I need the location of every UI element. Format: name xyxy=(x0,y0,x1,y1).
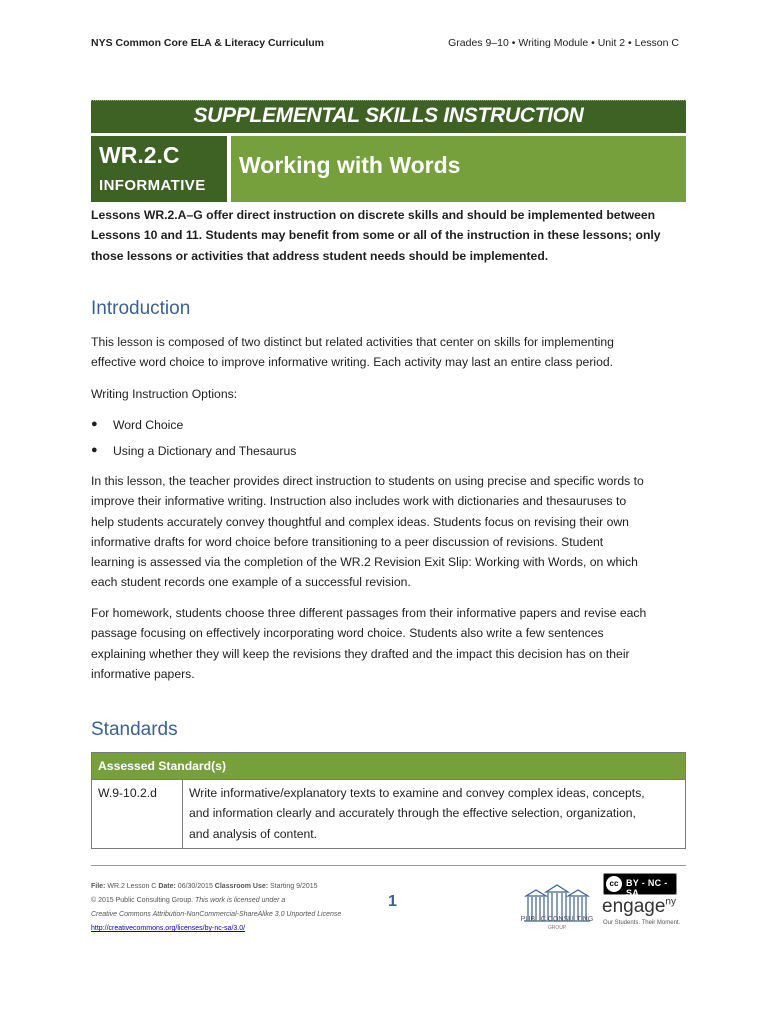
pcg-logo-icon xyxy=(518,873,596,933)
footer-license-name xyxy=(91,911,341,918)
pcg-group: GROUP xyxy=(547,925,567,931)
standard-line: Write informative/explanatory texts to examine and convey complex ideas, concepts, xyxy=(189,786,645,800)
pcg-name: PUBLIC CONSULTING xyxy=(520,916,594,923)
running-header-left: NYS Common Core ELA & Literacy Curriculum xyxy=(91,37,324,49)
banner-title: SUPPLEMENTAL SKILLS INSTRUCTION xyxy=(193,104,584,127)
table-row xyxy=(92,780,686,849)
intro-note xyxy=(91,205,681,266)
file-value: WR.2 Lesson C xyxy=(107,883,157,890)
classroom-value: Starting 9/2015 xyxy=(270,883,318,890)
paragraph-line: effective word choice to improve informative writing. Each activity may last an entire class period. xyxy=(91,355,614,370)
option-text: Using a Dictionary and Thesaurus xyxy=(113,444,297,458)
paragraph-line: passage focusing on effectively incorporating word choice. Students also write a few sentences xyxy=(91,626,604,641)
standards-table xyxy=(91,752,686,849)
date-label: Date: xyxy=(158,883,176,890)
paragraph-line: improve their informative writing. Instruction also includes work with dictionaries and thesauruses to xyxy=(91,494,627,509)
footer-license-url[interactable] xyxy=(91,925,245,932)
paragraph-line: informative papers. xyxy=(91,666,195,681)
engage-sup: ny xyxy=(665,896,676,908)
running-header-right: Grades 9–10 • Writing Module • Unit 2 • Lesson C xyxy=(448,37,679,49)
engageny-tagline: Our Students. Their Moment. xyxy=(603,920,681,926)
writing-options-label: Writing Instruction Options: xyxy=(91,387,238,401)
page-number: 1 xyxy=(388,893,397,910)
classroom-label: Classroom Use: xyxy=(214,883,269,890)
paragraph-line: informative drafts for word choice before transitioning to a peer discussion of revisions. Student xyxy=(91,534,604,549)
copyright: © 2015 Public Consulting Group. xyxy=(91,897,194,904)
paragraph-line: For homework, students choose three different passages from their informative papers and revise each xyxy=(91,606,647,620)
standard-description xyxy=(183,780,686,849)
engage-word: engage xyxy=(602,896,666,917)
footer-divider xyxy=(91,865,686,866)
paragraph-line: This lesson is composed of two distinct but related activities that center on skills for implementing xyxy=(91,335,614,349)
paragraph-line: each student records one example of a successful revision. xyxy=(91,575,411,590)
intro-note-line: Lessons 10 and 11. Students may benefit from some or all of the instruction in these lessons; only xyxy=(91,228,661,243)
footer-copyright-line xyxy=(91,897,285,904)
lesson-title-box xyxy=(231,136,686,202)
creative-commons-icon: cc xyxy=(606,876,622,892)
cc-badge-text: BY - NC - SA xyxy=(626,878,668,898)
license-name: Creative Commons Attribution-NonCommercial-ShareAlike 3.0 Unported License xyxy=(91,911,342,918)
bullet-icon: ● xyxy=(91,444,98,456)
engageny-logo xyxy=(602,896,676,918)
date-value: 06/30/2015 xyxy=(177,883,213,890)
file-label: File: xyxy=(91,883,106,890)
introduction-paragraph-3 xyxy=(91,603,681,684)
lesson-title: Working with Words xyxy=(239,152,461,178)
table-header-row xyxy=(92,753,686,780)
lesson-code-box xyxy=(91,136,227,202)
introduction-heading: Introduction xyxy=(91,298,191,319)
option-text: Word Choice xyxy=(113,418,184,432)
intro-note-line: those lessons or activities that address student needs should be implemented. xyxy=(91,248,549,263)
footer-file-line xyxy=(91,883,318,890)
cc-license-badge[interactable] xyxy=(603,873,677,898)
paragraph-line: help students accurately convey thoughtful and complex ideas. Students focus on revising their own xyxy=(91,514,629,529)
license-link[interactable]: http://creativecommons.org/licenses/by-nc-sa/3.0/ xyxy=(91,925,246,932)
intro-note-line: Lessons WR.2.A–G offer direct instruction on discrete skills and should be implemented between xyxy=(91,208,656,222)
standards-heading: Standards xyxy=(91,719,178,740)
license-intro: This work is licensed under a xyxy=(195,897,286,904)
bullet-icon: ● xyxy=(91,418,98,430)
supplemental-banner xyxy=(91,100,686,133)
paragraph-line: In this lesson, the teacher provides direct instruction to students on using precise and specific words to xyxy=(91,474,644,488)
lesson-code: WR.2.C xyxy=(99,142,180,168)
standard-code: W.9-10.2.d xyxy=(92,780,183,849)
paragraph-line: explaining whether they will keep the revisions they drafted and the impact this decision has on their xyxy=(91,646,630,661)
table-header: Assessed Standard(s) xyxy=(92,753,686,780)
standard-line: and analysis of content. xyxy=(189,826,318,841)
introduction-paragraph-1 xyxy=(91,332,681,373)
paragraph-line: learning is assessed via the completion of the WR.2 Revision Exit Slip: Working with Words, on which xyxy=(91,555,638,570)
introduction-paragraph-2 xyxy=(91,471,681,593)
standard-line: and information clearly and accurately through the effective selection, organization, xyxy=(189,806,636,821)
lesson-type: INFORMATIVE xyxy=(99,177,206,194)
